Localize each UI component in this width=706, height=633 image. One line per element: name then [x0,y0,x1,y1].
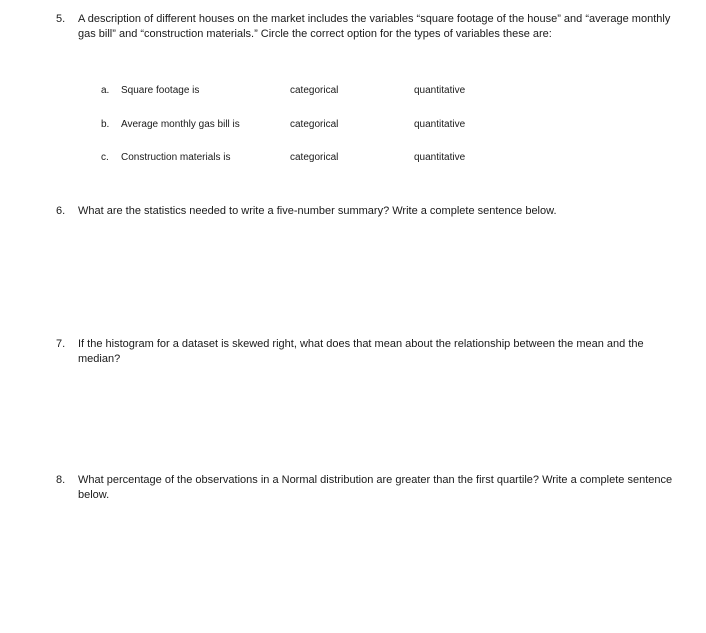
option-categorical-a[interactable]: categorical [290,85,339,96]
question-number: 8. [56,474,66,486]
question-5 [56,12,686,42]
part-stem: Square footage is [121,85,200,96]
question-8 [56,473,686,503]
option-quantitative-a[interactable]: quantitative [414,85,466,96]
question-number: 5. [56,13,66,25]
option-quantitative-c[interactable]: quantitative [414,152,466,163]
option-categorical-c[interactable]: categorical [290,152,339,163]
part-letter: b. [101,119,110,130]
question-7 [56,337,686,367]
option-quantitative-b[interactable]: quantitative [414,119,466,130]
question-text: What percentage of the observations in a Normal distribution are greater than the first quartile? Write a complete sentence below. [78,474,673,501]
part-stem: Construction materials is [121,152,231,163]
question-number: 6. [56,205,66,217]
part-letter: a. [101,85,110,96]
question-number: 7. [56,338,66,350]
part-stem: Average monthly gas bill is [121,119,240,130]
question-text: If the histogram for a dataset is skewed right, what does that mean about the relationship between the mean and the median? [78,338,644,365]
question-text: What are the statistics needed to write a five-number summary? Write a complete sentence below. [78,205,557,217]
question-6 [56,204,686,219]
part-letter: c. [101,152,109,163]
option-categorical-b[interactable]: categorical [290,119,339,130]
question-text: A description of different houses on the market includes the variables “square footage of the house” and “average monthly gas bill” and “construction materials.” Circle the correct option for the types of variables these are: [78,13,671,40]
